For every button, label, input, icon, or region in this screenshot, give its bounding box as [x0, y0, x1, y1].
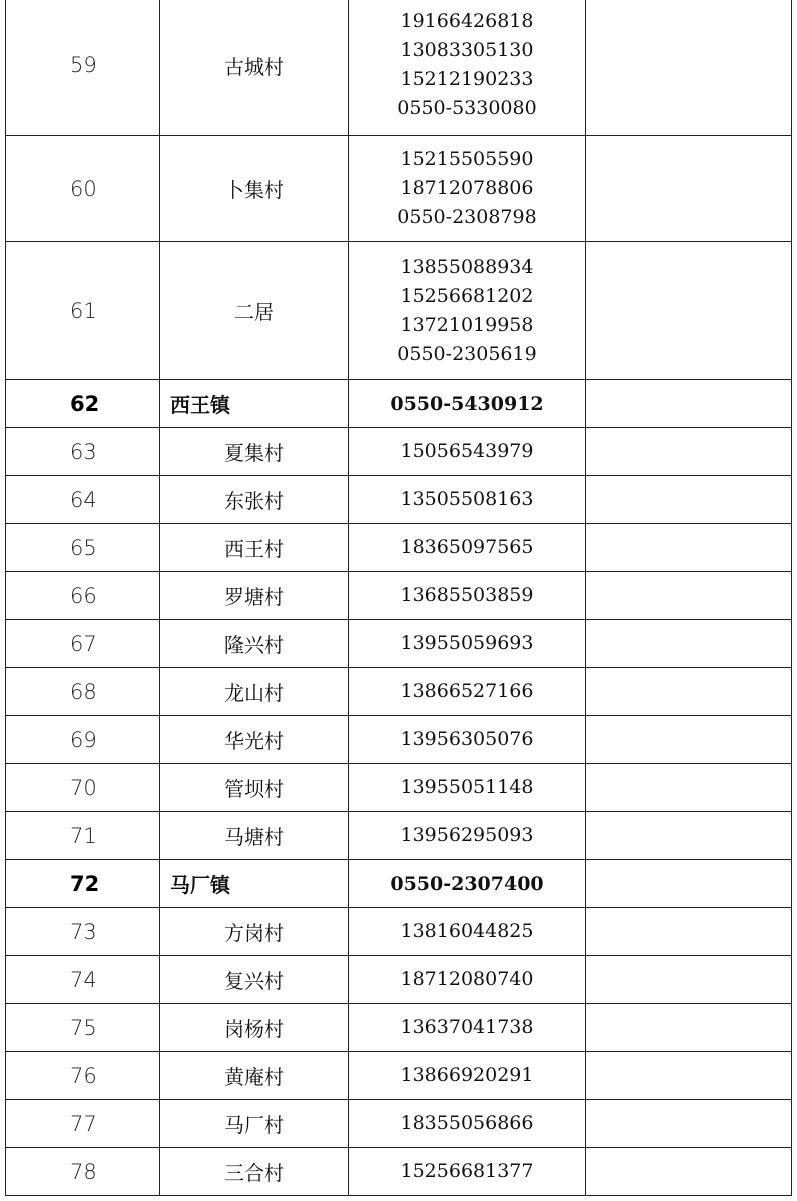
remark-cell [586, 476, 792, 524]
phone-number: 0550-2307400 [390, 872, 544, 895]
phone-number: 15256681377 [400, 1160, 534, 1182]
phone-number: 15215505590 [400, 148, 534, 170]
village-name: 东张村 [160, 476, 349, 524]
phone-number: 0550-5430912 [390, 392, 544, 415]
row-number: 74 [6, 956, 160, 1004]
remark-cell [586, 716, 792, 764]
phone-number: 0550-2308798 [397, 206, 537, 228]
table-row [6, 1100, 792, 1148]
phone-cell [349, 812, 586, 860]
row-number: 72 [6, 860, 160, 908]
phone-cell [349, 908, 586, 956]
row-number: 67 [6, 620, 160, 668]
phone-number: 18365097565 [400, 536, 534, 558]
phone-cell [349, 476, 586, 524]
row-number: 64 [6, 476, 160, 524]
row-number: 75 [6, 1004, 160, 1052]
phone-cell [349, 1052, 586, 1100]
table-row [6, 812, 792, 860]
village-name: 古城村 [160, 0, 349, 136]
remark-cell [586, 242, 792, 380]
phone-cell [349, 716, 586, 764]
village-name: 罗塘村 [160, 572, 349, 620]
phone-number: 15212190233 [400, 68, 534, 90]
remark-cell [586, 1148, 792, 1196]
phone-number: 13955051148 [400, 776, 534, 798]
row-number: 60 [6, 136, 160, 242]
remark-cell [586, 1100, 792, 1148]
table-row [6, 668, 792, 716]
phone-cell [349, 136, 586, 242]
phone-cell [349, 0, 586, 136]
phone-number: 13083305130 [400, 39, 534, 61]
village-name: 黄庵村 [160, 1052, 349, 1100]
row-number: 68 [6, 668, 160, 716]
village-name: 马厂村 [160, 1100, 349, 1148]
village-name: 三合村 [160, 1148, 349, 1196]
table-row [6, 1148, 792, 1196]
table-row [6, 572, 792, 620]
row-number: 70 [6, 764, 160, 812]
row-number: 69 [6, 716, 160, 764]
town-row [6, 380, 792, 428]
remark-cell [586, 1004, 792, 1052]
phone-number: 13637041738 [400, 1016, 534, 1038]
phone-cell [349, 1100, 586, 1148]
village-name: 马塘村 [160, 812, 349, 860]
remark-cell [586, 764, 792, 812]
phone-number: 18712078806 [400, 177, 534, 199]
phone-number: 13956305076 [400, 728, 534, 750]
phone-cell [349, 620, 586, 668]
remark-cell [586, 524, 792, 572]
phone-number: 18355056866 [400, 1112, 534, 1134]
remark-cell [586, 0, 792, 136]
phone-number: 19166426818 [400, 10, 534, 32]
phone-number: 13685503859 [400, 584, 534, 606]
phone-number: 0550-2305619 [397, 342, 537, 365]
table-row [6, 716, 792, 764]
phone-cell [349, 1148, 586, 1196]
table-row [6, 428, 792, 476]
phone-cell [349, 764, 586, 812]
village-name: 岗杨村 [160, 1004, 349, 1052]
phone-cell [349, 1004, 586, 1052]
remark-cell [586, 908, 792, 956]
phone-cell [349, 428, 586, 476]
town-name: 西王镇 [160, 380, 349, 428]
row-number: 77 [6, 1100, 160, 1148]
table-row [6, 1004, 792, 1052]
table-row [6, 242, 792, 380]
phone-number: 0550-5330080 [397, 97, 537, 119]
phone-number: 15256681202 [400, 284, 534, 307]
phone-number: 13866920291 [400, 1064, 534, 1086]
phone-cell [349, 380, 586, 428]
contact-table [5, 0, 792, 1196]
phone-cell [349, 668, 586, 716]
table-row [6, 1052, 792, 1100]
phone-number: 13955059693 [400, 632, 534, 654]
town-name: 马厂镇 [160, 860, 349, 908]
table-row [6, 908, 792, 956]
row-number: 71 [6, 812, 160, 860]
row-number: 59 [6, 0, 160, 136]
remark-cell [586, 572, 792, 620]
phone-cell [349, 524, 586, 572]
village-name: 复兴村 [160, 956, 349, 1004]
phone-cell [349, 242, 586, 380]
table-row [6, 764, 792, 812]
row-number: 76 [6, 1052, 160, 1100]
phone-number: 13956295093 [400, 824, 534, 846]
village-name: 西王村 [160, 524, 349, 572]
phone-cell [349, 860, 586, 908]
remark-cell [586, 956, 792, 1004]
row-number: 66 [6, 572, 160, 620]
table-row [6, 524, 792, 572]
table-row [6, 136, 792, 242]
phone-number: 13816044825 [400, 920, 534, 942]
village-name: 华光村 [160, 716, 349, 764]
village-name: 管坝村 [160, 764, 349, 812]
row-number: 78 [6, 1148, 160, 1196]
table-row [6, 476, 792, 524]
remark-cell [586, 1052, 792, 1100]
phone-number: 13855088934 [400, 255, 534, 278]
phone-number: 13866527166 [400, 680, 534, 702]
row-number: 73 [6, 908, 160, 956]
contact-table-body [6, 0, 792, 1196]
village-name: 卜集村 [160, 136, 349, 242]
remark-cell [586, 380, 792, 428]
village-name: 二居 [160, 242, 349, 380]
remark-cell [586, 620, 792, 668]
table-row [6, 0, 792, 136]
phone-cell [349, 572, 586, 620]
remark-cell [586, 860, 792, 908]
phone-number: 18712080740 [400, 968, 534, 990]
phone-number: 13505508163 [400, 488, 534, 510]
phone-cell [349, 956, 586, 1004]
remark-cell [586, 812, 792, 860]
phone-number: 15056543979 [400, 440, 534, 462]
village-name: 夏集村 [160, 428, 349, 476]
remark-cell [586, 428, 792, 476]
table-row [6, 956, 792, 1004]
row-number: 63 [6, 428, 160, 476]
town-row [6, 860, 792, 908]
village-name: 隆兴村 [160, 620, 349, 668]
village-name: 龙山村 [160, 668, 349, 716]
village-name: 方岗村 [160, 908, 349, 956]
remark-cell [586, 668, 792, 716]
row-number: 61 [6, 242, 160, 380]
remark-cell [586, 136, 792, 242]
phone-number: 13721019958 [400, 313, 534, 336]
table-row [6, 620, 792, 668]
row-number: 65 [6, 524, 160, 572]
row-number: 62 [6, 380, 160, 428]
